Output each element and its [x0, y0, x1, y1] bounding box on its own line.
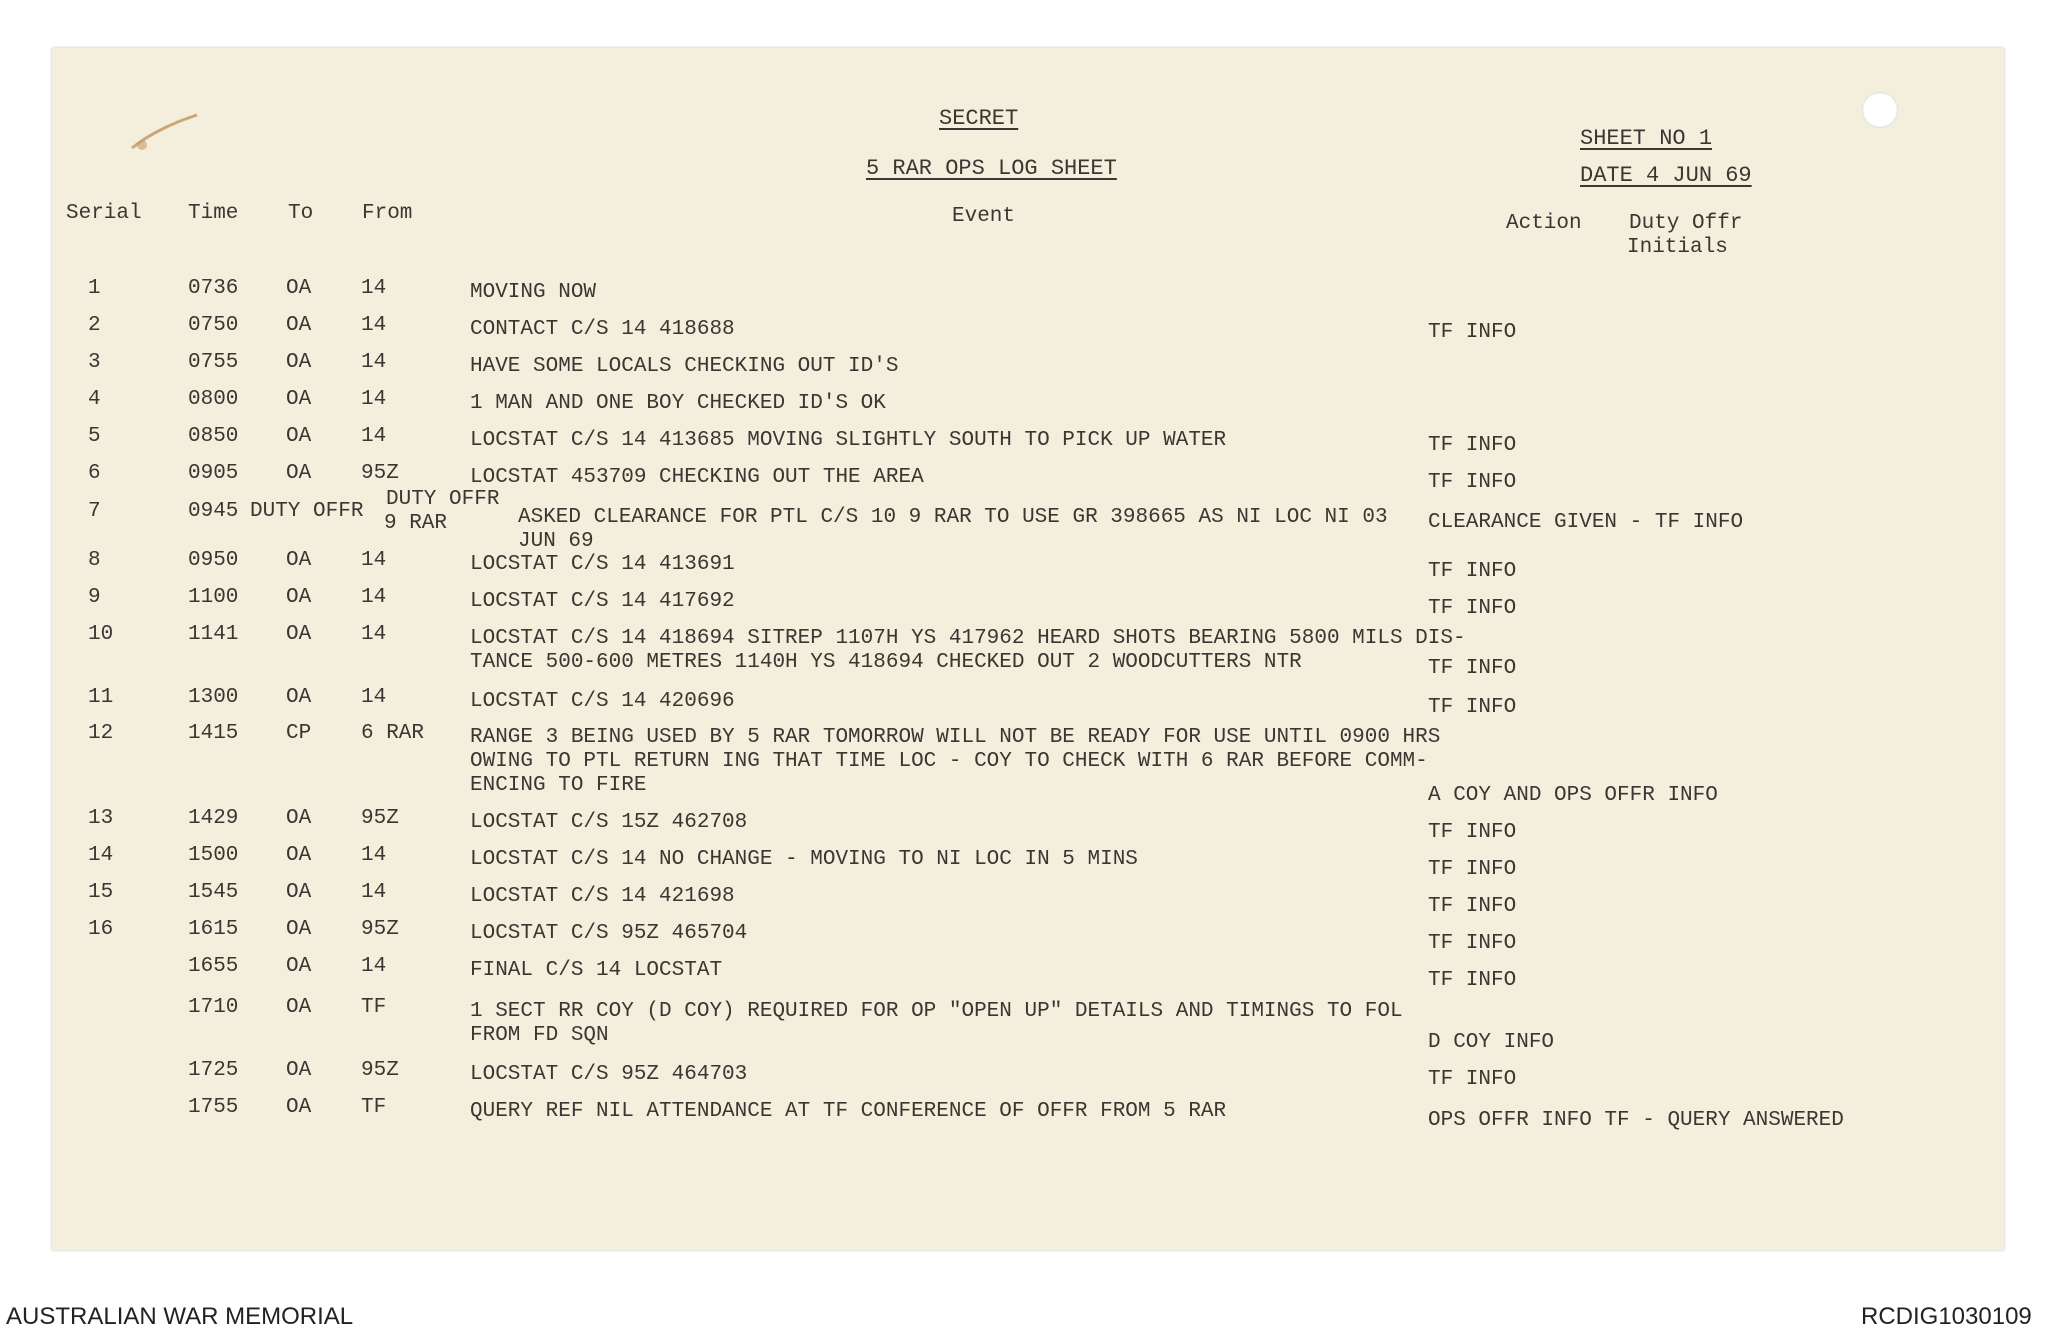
row-serial: 1 — [88, 277, 101, 300]
row-serial: 5 — [88, 425, 101, 448]
row-from: 14 — [361, 623, 387, 646]
row-serial: 3 — [88, 351, 101, 374]
row-event-line: CONTACT C/S 14 418688 — [470, 318, 735, 341]
column-header-initials: Initials — [1627, 236, 1728, 259]
row-event-line: LOCSTAT C/S 14 413691 — [470, 553, 735, 576]
row-time: 0755 — [188, 351, 239, 374]
row-to: OA — [286, 549, 312, 572]
punch-hole — [1862, 92, 1898, 128]
row-action: TF INFO — [1428, 696, 1517, 719]
row-time: 0945 — [188, 500, 239, 523]
row-from: 14 — [361, 686, 387, 709]
row-event-line: ENCING TO FIRE — [470, 774, 647, 797]
row-event-line: HAVE SOME LOCALS CHECKING OUT ID'S — [470, 355, 899, 378]
row-serial: 14 — [88, 844, 114, 867]
row-time: 0750 — [188, 314, 239, 337]
row-time: 1415 — [188, 722, 239, 745]
row-event-line: LOCSTAT C/S 14 418694 SITREP 1107H YS 417962 HEARD SHOTS BEARING 5800 MILS DIS- — [470, 627, 1466, 650]
row-from: 95Z — [361, 807, 399, 830]
row-event-line: FINAL C/S 14 LOCSTAT — [470, 959, 723, 982]
row-to: OA — [286, 844, 312, 867]
row-from: 14 — [361, 586, 387, 609]
row-serial: 15 — [88, 881, 114, 904]
row-serial: 13 — [88, 807, 114, 830]
column-header-duty-offr: Duty Offr — [1629, 212, 1743, 235]
row-event-line: LOCSTAT C/S 14 420696 — [470, 690, 735, 713]
row-event-line: JUN 69 — [518, 530, 594, 553]
row-time: 1545 — [188, 881, 239, 904]
row-to: OA — [286, 1059, 312, 1082]
row-action: D COY INFO — [1428, 1031, 1555, 1054]
row-from: 6 RAR — [361, 722, 425, 745]
row-from: 14 — [361, 388, 387, 411]
row-action: TF INFO — [1428, 821, 1517, 844]
row-event-line: 1 SECT RR COY (D COY) REQUIRED FOR OP "OPEN UP" DETAILS AND TIMINGS TO FOL — [470, 1000, 1403, 1023]
row-to: OA — [286, 955, 312, 978]
column-header-time: Time — [188, 202, 239, 225]
row-time: 1500 — [188, 844, 239, 867]
column-header-event: Event — [952, 205, 1016, 228]
row-event-line: LOCSTAT C/S 14 413685 MOVING SLIGHTLY SOUTH TO PICK UP WATER — [470, 429, 1227, 452]
sheet-number: SHEET NO 1 — [1580, 126, 1713, 151]
row-event-line: LOCSTAT C/S 14 NO CHANGE - MOVING TO NI LOC IN 5 MINS — [470, 848, 1138, 871]
column-header-action: Action — [1506, 212, 1582, 235]
row-to: OA — [286, 623, 312, 646]
row-action: TF INFO — [1428, 560, 1517, 583]
column-header-serial: Serial — [66, 202, 142, 225]
row-to: OA — [286, 277, 312, 300]
row-to: OA — [286, 996, 312, 1019]
row-from: 14 — [361, 314, 387, 337]
row-from: 14 — [361, 881, 387, 904]
row-to: OA — [286, 388, 312, 411]
row-action: TF INFO — [1428, 597, 1517, 620]
row-time: 0800 — [188, 388, 239, 411]
row-to: OA — [286, 686, 312, 709]
row-time: 1300 — [188, 686, 239, 709]
row-event-line: LOCSTAT C/S 15Z 462708 — [470, 811, 748, 834]
row-serial: 4 — [88, 388, 101, 411]
row-event-line: TANCE 500-600 METRES 1140H YS 418694 CHECKED OUT 2 WOODCUTTERS NTR — [470, 651, 1302, 674]
row-to: CP — [286, 722, 312, 745]
row-event-line: FROM FD SQN — [470, 1024, 609, 1047]
row-to: OA — [286, 351, 312, 374]
row-action: TF INFO — [1428, 471, 1517, 494]
row-action: TF INFO — [1428, 657, 1517, 680]
row-action: TF INFO — [1428, 434, 1517, 457]
row-from: 14 — [361, 955, 387, 978]
row-event-line: RANGE 3 BEING USED BY 5 RAR TOMORROW WILL NOT BE READY FOR USE UNTIL 0900 HRS — [470, 726, 1441, 749]
row-time: 0905 — [188, 462, 239, 485]
row-serial: 10 — [88, 623, 114, 646]
row-time: 1655 — [188, 955, 239, 978]
document-title: 5 RAR OPS LOG SHEET — [866, 156, 1117, 181]
row-from: TF — [361, 996, 387, 1019]
row-event-line: LOCSTAT 453709 CHECKING OUT THE AREA — [470, 466, 924, 489]
row-event-line: LOCSTAT C/S 95Z 465704 — [470, 922, 748, 945]
row-event-line: 1 MAN AND ONE BOY CHECKED ID'S OK — [470, 392, 886, 415]
row-to: OA — [286, 807, 312, 830]
row-time: 1429 — [188, 807, 239, 830]
row-to: DUTY OFFR — [250, 500, 364, 523]
row-time: 1710 — [188, 996, 239, 1019]
row-time: 1725 — [188, 1059, 239, 1082]
column-header-from: From — [362, 202, 413, 225]
row-from: 14 — [361, 277, 387, 300]
row-time: 0950 — [188, 549, 239, 572]
row-event-line: QUERY REF NIL ATTENDANCE AT TF CONFERENCE OF OFFR FROM 5 RAR — [470, 1100, 1227, 1123]
row-serial: 12 — [88, 722, 114, 745]
row-serial: 8 — [88, 549, 101, 572]
archive-credit: AUSTRALIAN WAR MEMORIAL — [6, 1303, 354, 1330]
row-to: OA — [286, 425, 312, 448]
row-serial: 9 — [88, 586, 101, 609]
row-from: DUTY OFFR — [386, 488, 500, 511]
row-from: 14 — [361, 844, 387, 867]
row-from: TF — [361, 1096, 387, 1119]
row-to: OA — [286, 586, 312, 609]
row-action: OPS OFFR INFO TF - QUERY ANSWERED — [1428, 1109, 1844, 1132]
row-time: 0736 — [188, 277, 239, 300]
row-serial: 16 — [88, 918, 114, 941]
row-time: 1615 — [188, 918, 239, 941]
row-to: OA — [286, 918, 312, 941]
row-from: 9 RAR — [384, 512, 448, 535]
row-to: OA — [286, 1096, 312, 1119]
row-action: TF INFO — [1428, 969, 1517, 992]
row-event-line: ASKED CLEARANCE FOR PTL C/S 10 9 RAR TO USE GR 398665 AS NI LOC NI 03 — [518, 506, 1388, 529]
ink-mark-image — [122, 103, 202, 163]
row-event-line: LOCSTAT C/S 14 421698 — [470, 885, 735, 908]
row-event-line: LOCSTAT C/S 14 417692 — [470, 590, 735, 613]
row-serial: 7 — [88, 500, 101, 523]
row-action: A COY AND OPS OFFR INFO — [1428, 784, 1718, 807]
row-action: TF INFO — [1428, 858, 1517, 881]
row-from: 14 — [361, 549, 387, 572]
row-time: 0850 — [188, 425, 239, 448]
row-action: TF INFO — [1428, 1068, 1517, 1091]
row-from: 95Z — [361, 918, 399, 941]
archive-reference: RCDIG1030109 — [1861, 1303, 2032, 1330]
row-action: TF INFO — [1428, 932, 1517, 955]
row-action: TF INFO — [1428, 321, 1517, 344]
row-serial: 6 — [88, 462, 101, 485]
row-time: 1100 — [188, 586, 239, 609]
classification-heading: SECRET — [939, 106, 1019, 131]
row-from: 14 — [361, 351, 387, 374]
row-time: 1141 — [188, 623, 239, 646]
sheet-date: DATE 4 JUN 69 — [1580, 163, 1752, 188]
row-serial: 2 — [88, 314, 101, 337]
row-from: 95Z — [361, 462, 399, 485]
row-to: OA — [286, 462, 312, 485]
row-from: 95Z — [361, 1059, 399, 1082]
column-header-to: To — [288, 202, 314, 225]
row-to: OA — [286, 314, 312, 337]
row-action: CLEARANCE GIVEN - TF INFO — [1428, 511, 1744, 534]
row-to: OA — [286, 881, 312, 904]
row-event-line: MOVING NOW — [470, 281, 597, 304]
row-action: TF INFO — [1428, 895, 1517, 918]
row-event-line: LOCSTAT C/S 95Z 464703 — [470, 1063, 748, 1086]
row-serial: 11 — [88, 686, 114, 709]
row-time: 1755 — [188, 1096, 239, 1119]
row-from: 14 — [361, 425, 387, 448]
row-event-line: OWING TO PTL RETURN ING THAT TIME LOC - COY TO CHECK WITH 6 RAR BEFORE COMM- — [470, 750, 1428, 773]
